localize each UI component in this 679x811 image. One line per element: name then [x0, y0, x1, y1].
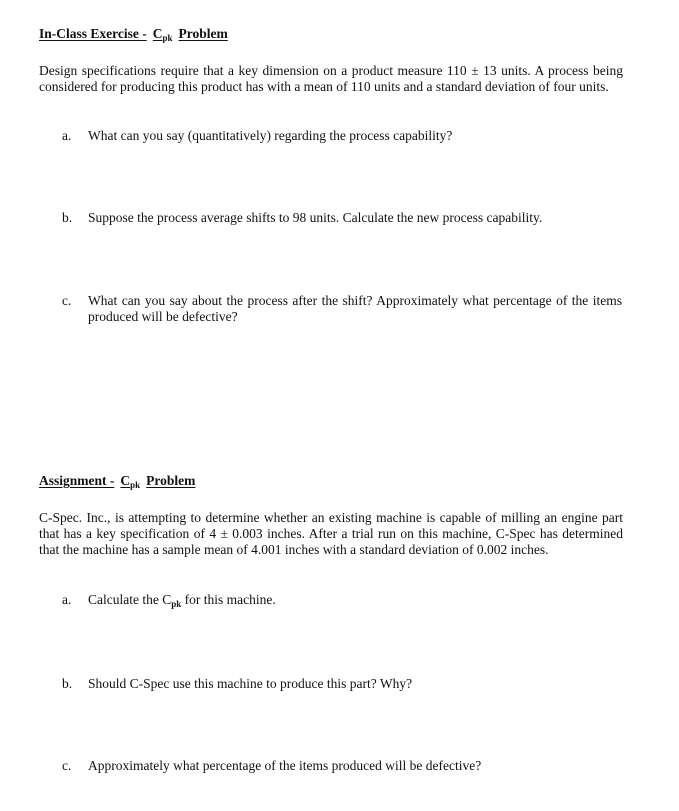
assignment-intro: C-Spec. Inc., is attempting to determine whether an existing machine is capable of milling an engine part that has a key specification of 4 ± 0.003 inches. After a trial run on this machine, C-Spec has determined that the machine has a sample mean of 4.001 inches with a standard deviation of 0.002 inches. [39, 510, 623, 557]
heading-prefix: Assignment - [39, 473, 115, 488]
cpk-c: C [152, 26, 163, 41]
in-class-question-a [62, 128, 622, 144]
in-class-intro: Design specifications require that a key dimension on a product measure 110 ± 13 units. A process being considered for producing this product has with a mean of 110 units and a standard deviation of four units. [39, 63, 623, 94]
heading-prefix: In-Class Exercise - [39, 26, 147, 41]
cpk-c: C [162, 592, 172, 607]
in-class-question-b [62, 210, 622, 226]
cpk-subscript: pk [171, 599, 182, 609]
cpk-subscript: pk [162, 33, 173, 43]
question-text [88, 592, 622, 612]
question-text: What can you say (quantitatively) regarding the process capability? [88, 128, 453, 143]
question-text: Suppose the process average shifts to 98 units. Calculate the new process capability. [88, 210, 543, 225]
question-label: b. [62, 676, 73, 691]
cpk-c: C [120, 473, 131, 488]
question-label: b. [62, 210, 73, 225]
in-class-question-c [62, 293, 622, 325]
assignment-heading [39, 473, 195, 490]
assignment-question-a [62, 592, 622, 612]
question-label: a. [62, 592, 72, 607]
heading-cpk [153, 26, 173, 41]
assignment-question-c [62, 758, 622, 774]
question-text-after: for this machine. [184, 592, 276, 607]
heading-suffix: Problem [178, 26, 228, 41]
assignment-question-b [62, 676, 622, 692]
in-class-heading [39, 26, 228, 43]
question-label: a. [62, 128, 72, 143]
heading-cpk [120, 473, 140, 488]
question-text: What can you say about the process after the shift? Approximately what percentage of the items produced will be defective? [88, 293, 622, 324]
heading-suffix: Problem [146, 473, 196, 488]
cpk-subscript: pk [130, 480, 141, 490]
question-label: c. [62, 758, 72, 773]
question-text-before: Calculate the [88, 592, 159, 607]
question-label: c. [62, 293, 72, 308]
question-text: Approximately what percentage of the items produced will be defective? [88, 758, 482, 773]
question-text: Should C-Spec use this machine to produce this part? Why? [88, 676, 413, 691]
